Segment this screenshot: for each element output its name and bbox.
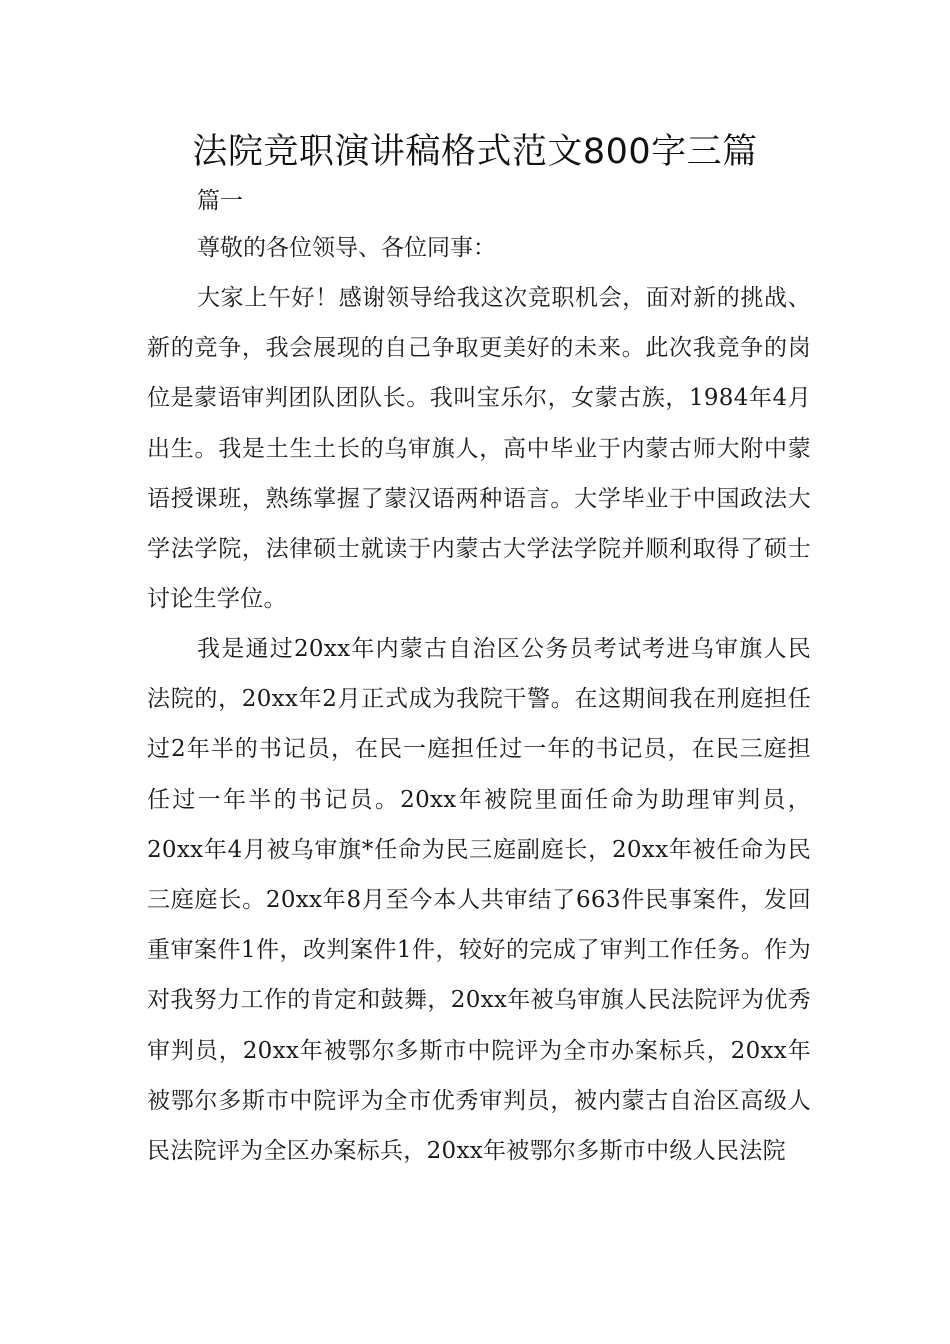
body-paragraph: 大家上午好！感谢领导给我这次竞职机会，面对新的挑战、新的竞争，我会展现的自己争取更美好的未来。此次我竞争的岗位是蒙语审判团队团队长。我叫宝乐尔，女蒙古族，1984年4月出生。我是土生土长的乌审旗人，高中毕业于内蒙古师大附中蒙语授课班，熟练掌握了蒙汉语两种语言。大学毕业于中国政法大学法学院，法律硕士就读于内蒙古大学法学院并顺利取得了硕士讨论生学位。	[147, 285, 811, 613]
document-title: 法院竞职演讲稿格式范文800字三篇	[192, 132, 758, 172]
section-label: 篇一	[197, 188, 243, 214]
salutation: 尊敬的各位领导、各位同事：	[197, 235, 496, 261]
body-paragraph: 我是通过20xx年内蒙古自治区公务员考试考进乌审旗人民法院的，20xx年2月正式成为我院干警。在这期间我在刑庭担任过2年半的书记员，在民一庭担任过一年的书记员，在民三庭担任过一年半的书记员。20xx年被院里面任命为助理审判员，20xx年4月被乌审旗*任命为民三庭副庭长，20xx年被任命为民三庭庭长。20xx年8月至今本人共审结了663件民事案件，发回重审案件1件，改判案件1件，较好的完成了审判工作任务。作为对我努力工作的肯定和鼓舞，20xx年被乌审旗人民法院评为优秀审判员，20xx年被鄂尔多斯市中院评为全市办案标兵，20xx年被鄂尔多斯市中院评为全市优秀审判员，被内蒙古自治区高级人民法院评为全区办案标兵，20xx年被鄂尔多斯市中级人民法院	[147, 636, 811, 1165]
